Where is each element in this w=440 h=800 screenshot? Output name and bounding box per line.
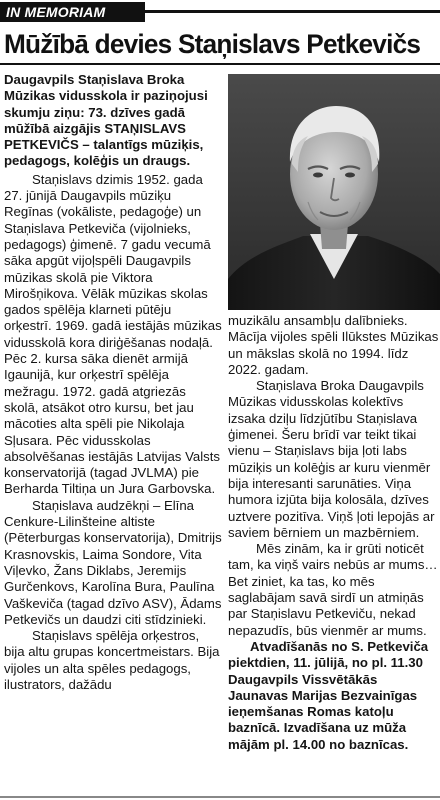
section-rule	[145, 10, 440, 13]
section-header	[0, 0, 440, 22]
paragraph-career: Staņislavs spēlēja orķestros, bija altu grupas koncertmeistars. Bija vijoles un alta spēles pedagogs, ilustrators, dažādu	[4, 628, 220, 692]
bottom-divider	[0, 796, 440, 798]
paragraph-condolences: Staņislava Broka Daugavpils Mūzikas vidusskolas kolektīvs izsaka dziļu līdzjūtību Staņislava ģimenei. Šeru brīdī var teikt tikai vienu – Staņislavs bija ļoti labs mūziķis un kolēģis ar kuru vienmēr bija interesanti sarunāties. Viņa humora izjūta bija kolosāla, dzīves uztvere pozitīva. Viņš ļoti lepojās ar saviem bērniem un mazbērniem.	[228, 378, 435, 540]
article-column-right	[228, 313, 440, 753]
article-lead: Daugavpils Staņislava Broka Mūzikas vidusskola ir paziņojusi skumju ziņu: 73. dzīves gadā mūžībā aizgājis STAŅISLAVS PETKEVIČS – talantīgs mūziķis, pedagogs, kolēģis un draugs.	[4, 72, 208, 169]
article-column-left	[4, 72, 222, 693]
portrait-photo-image	[228, 74, 440, 310]
article-headline: Mūžībā devies Staņislavs Petkevičs	[4, 29, 421, 59]
headline-divider	[0, 63, 440, 65]
section-label: IN MEMORIAM	[0, 2, 145, 22]
portrait-photo	[228, 74, 440, 310]
paragraph-memory: Mēs zinām, ka ir grūti noticēt tam, ka viņš vairs nebūs ar mums… Bet ziniet, ka tas, ko mēs saglabājam savā sirdī un atmiņās par Staņislavu Petkeviču, nekad nepazudīs, būs vienmēr ar mums.	[228, 541, 438, 638]
paragraph-biography: Staņislavs dzimis 1952. gada 27. jūnijā Daugavpils mūziķu Regīnas (vokāliste, pedagoģe) un Staņislava Petkeviča (vijolnieks, pedagogs) ģimenē. 7 gadu vecumā sāka apgūt vijoļspēli Daugavpils mūzikas skolā pie Viktora Mirošņikova. Vēlāk mūzikas skolas gados spēlēja klarneti pūtēju orķestrī. 1969. gadā iestājās mūzikas vidusskolā kora diriģēšanas nodaļā. Pēc 2. kursa sāka dienēt armijā Igaunijā, kur orķestrī spēlēja mežragu. 1972. gadā atgriezās skolā, atsākot otro kursu, bet jau mācoties alta spēli pie Nikolaja Sļusara. Pēc vidusskolas absolvēšanas iestājās Latvijas Valsts konservatorijā (tagad JVLMA) pie Berharda Tiltiņa un Jura Garbovska.	[4, 171, 222, 497]
paragraph-career-continued: muzikālu ansambļu dalībnieks. Mācīja vijoles spēli Ilūkstes Mūzikas un mākslas skolā no 1994. līdz 2022. gadam.	[228, 313, 439, 377]
funeral-notice: Atvadīšanās no S. Petkeviča piektdien, 11. jūlijā, no pl. 11.30 Daugavpils Vissvētākās Jaunavas Marijas Bezvainīgas ieņemšanas Romas katoļu baznīcā. Izvadīšana uz mūža mājām pl. 14.00 no baznīcas.	[228, 638, 429, 752]
paragraph-students: Staņislava audzēkņi – Elīna Cenkure-Lilinšteine altiste (Pēterburgas konservatorija), Dmitrijs Krasnovskis, Laima Sondore, Vita Viļevko, Žans Diklabs, Jeremijs Gurčenkovs, Karolīna Bura, Paulīna Vaškeviča (tagad dzīvo ASV), Ādams Petkevičs un daudzi citi stīdzinieki.	[4, 497, 222, 627]
